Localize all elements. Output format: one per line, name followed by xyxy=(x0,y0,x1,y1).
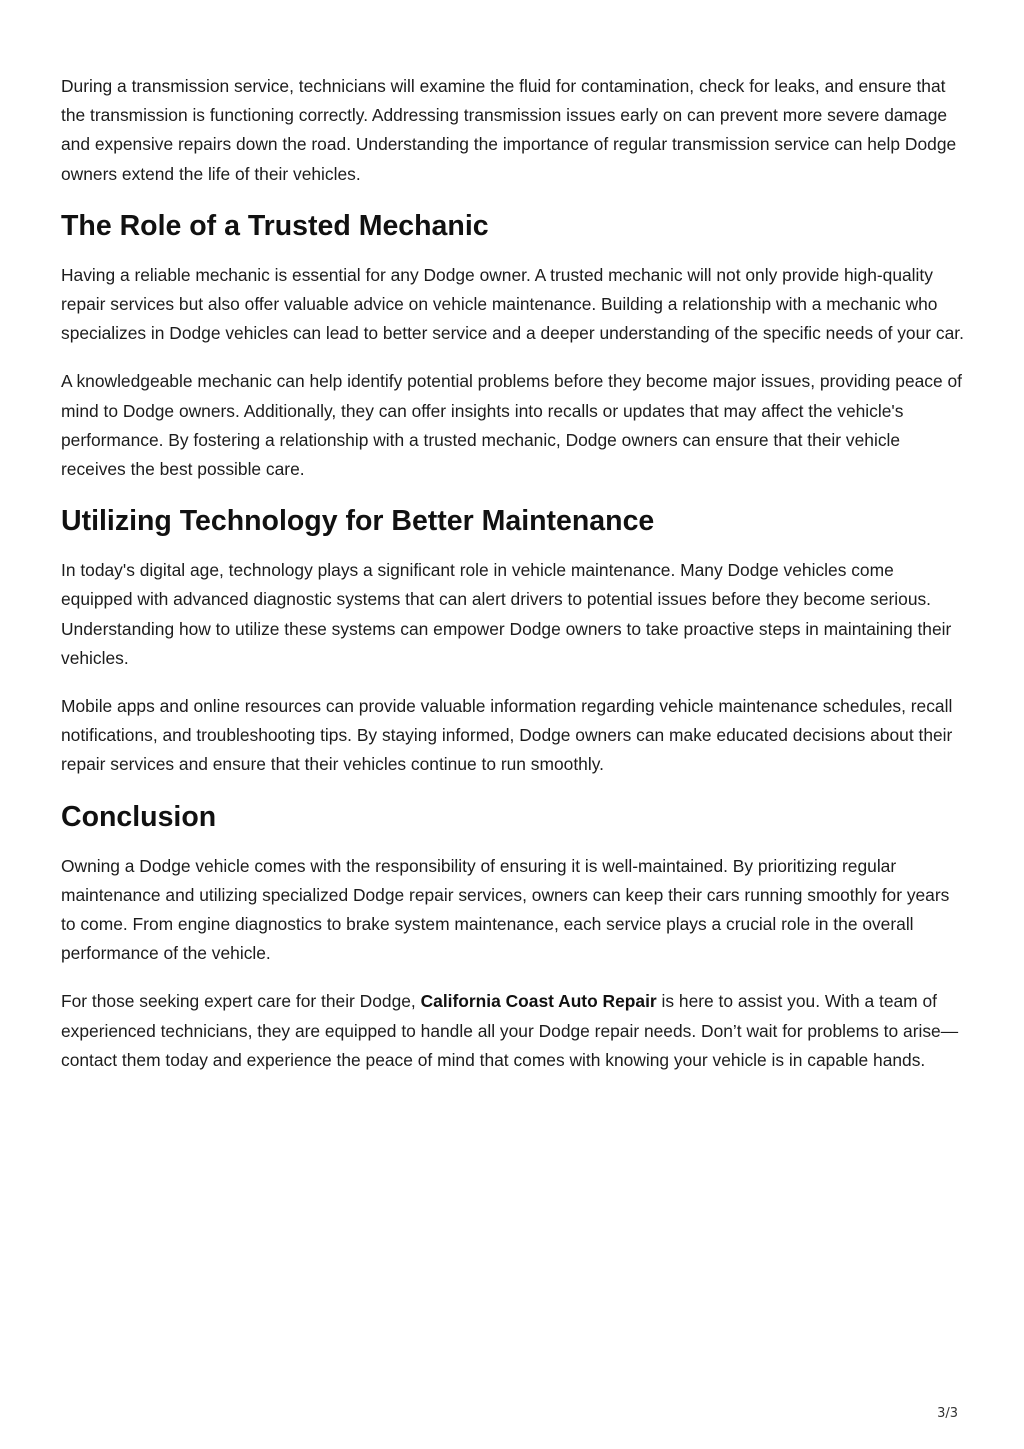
section-heading-conclusion: Conclusion xyxy=(61,800,217,833)
closing-text-after: is here to assist you. With a team of experienced technicians, they are equipped to handle all your Dodge repair needs. Don’t wait for problems to arise—contact them today and experience the peace of mind that comes with knowing your vehicle is in capable hands. xyxy=(61,991,959,1070)
conclusion-closing-paragraph xyxy=(61,987,966,1075)
document-page xyxy=(61,72,966,1094)
section-heading-trusted-mechanic: The Role of a Trusted Mechanic xyxy=(61,209,489,242)
business-name: California Coast Auto Repair xyxy=(420,991,657,1012)
mechanic-paragraph-2: A knowledgeable mechanic can help identify potential problems before they become major issues, providing peace of mind to Dodge owners. Additionally, they can offer insights into recalls or updates that may affect the vehicle's performance. By fostering a relationship with a trusted mechanic, Dodge owners can ensure that their vehicle receives the best possible care. xyxy=(61,371,962,480)
closing-text-before: For those seeking expert care for their Dodge, xyxy=(61,991,421,1012)
page-number: 3/3 xyxy=(937,1406,958,1421)
conclusion-paragraph-1: Owning a Dodge vehicle comes with the responsibility of ensuring it is well-maintained. By prioritizing regular maintenance and utilizing specialized Dodge repair services, owners can keep their cars running smoothly for years to come. From engine diagnostics to brake system maintenance, each service plays a crucial role in the overall performance of the vehicle. xyxy=(61,855,950,964)
technology-paragraph-2: Mobile apps and online resources can provide valuable information regarding vehicle maintenance schedules, recall notifications, and troubleshooting tips. By staying informed, Dodge owners can make educated decisions about their repair services and ensure that their vehicles continue to run smoothly. xyxy=(61,696,953,775)
technology-paragraph-1: In today's digital age, technology plays a significant role in vehicle maintenance. Many Dodge vehicles come equipped with advanced diagnostic systems that can alert drivers to potential issues before they become serious. Understanding how to utilize these systems can empower Dodge owners to take proactive steps in maintaining their vehicles. xyxy=(61,560,952,668)
section-heading-technology: Utilizing Technology for Better Maintenance xyxy=(61,505,655,538)
mechanic-paragraph-1: Having a reliable mechanic is essential for any Dodge owner. A trusted mechanic will not only provide high-quality repair services but also offer valuable advice on vehicle maintenance. Building a relationship with a mechanic who specializes in Dodge vehicles can lead to better service and a deeper understanding of the specific needs of your car. xyxy=(61,264,964,344)
intro-paragraph: During a transmission service, technicians will examine the fluid for contamination, check for leaks, and ensure that the transmission is functioning correctly. Addressing transmission issues early on can prevent more severe damage and expensive repairs down the road. Understanding the importance of regular transmission service can help Dodge owners extend the life of their vehicles. xyxy=(61,76,957,184)
